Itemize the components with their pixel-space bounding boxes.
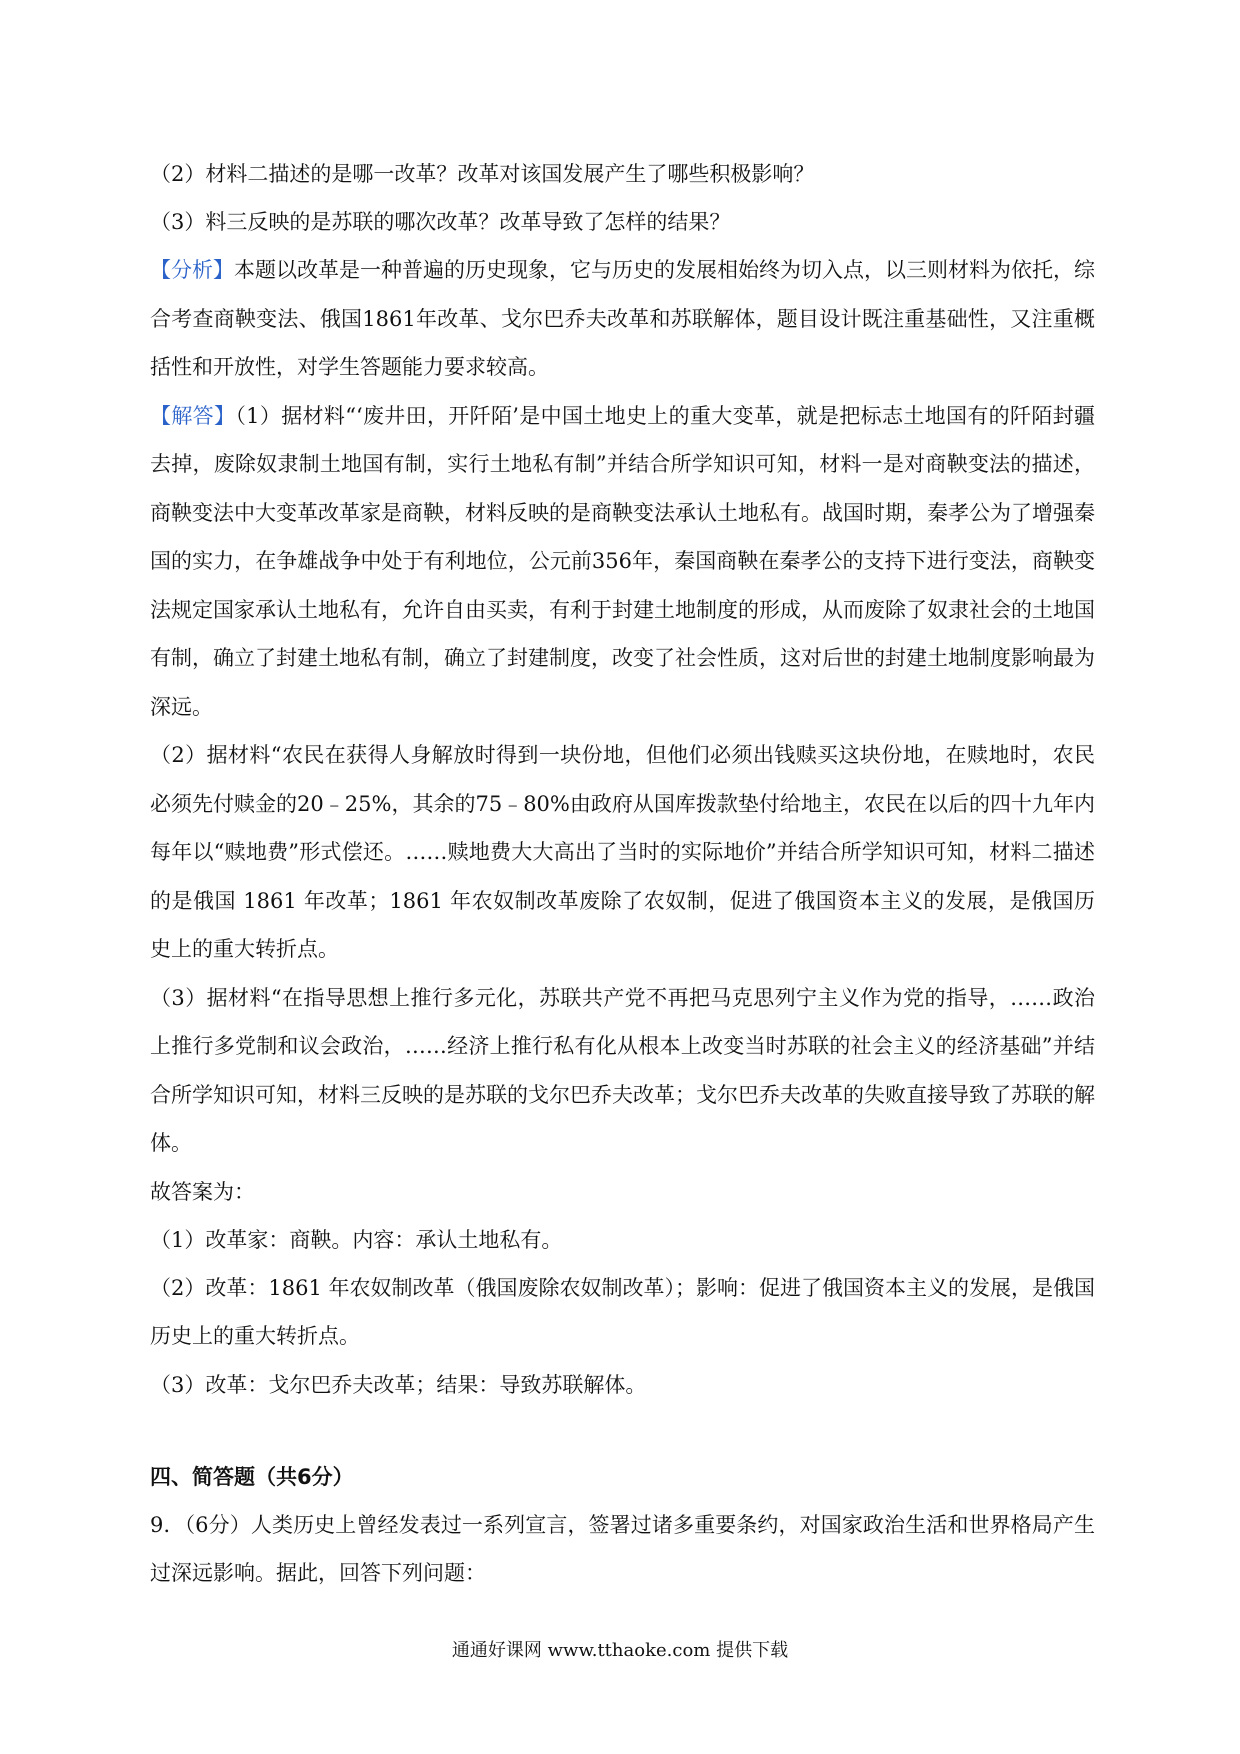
section-4-title: 四、简答题（共6分） bbox=[150, 1464, 354, 1489]
analysis-text: 本题以改革是一种普遍的历史现象，它与历史的发展相始终为切入点，以三则材料为依托，综合考查商鞅变法、俄国1861年改革、戈尔巴乔夫改革和苏联解体，题目设计既注重基础性，又注重概括性和开放性，对学生答题能力要求较高。 bbox=[150, 258, 1095, 379]
answer-3: （3）改革：戈尔巴乔夫改革；结果：导致苏联解体。 bbox=[150, 1372, 647, 1397]
question-3: （3）料三反映的是苏联的哪次改革？改革导致了怎样的结果？ bbox=[150, 210, 731, 234]
question-2: （2）材料二描述的是哪一改革？改革对该国发展产生了哪些积极影响？ bbox=[150, 162, 815, 186]
solution-paragraph-3: （3）据材料“在指导思想上推行多元化，苏联共产党不再把马克思列宁主义作为党的指导，……政治上推行多党制和议会政治，……经济上推行私有化从根本上改变当时苏联的社会主义的经济基础”并结合所学知识可知，材料三反映的是苏联的戈尔巴乔夫改革；戈尔巴乔夫改革的失败直接导致了苏联的解体。 bbox=[150, 985, 1095, 1155]
answer-2: （2）改革：1861 年农奴制改革（俄国废除农奴制改革）；影响：促进了俄国资本主义的发展，是俄国历史上的重大转折点。 bbox=[150, 1275, 1095, 1348]
solution-paragraph-1 bbox=[150, 392, 1095, 732]
answer-1: （1）改革家：商鞅。内容：承认土地私有。 bbox=[150, 1227, 563, 1252]
section-spacer bbox=[150, 1409, 1095, 1453]
solution-paragraph-2: （2）据材料“农民在获得人身解放时得到一块份地，但他们必须出钱赎买这块份地，在赎地时，农民必须先付赎金的20﹣25%，其余的75﹣80%由政府从国库拨款垫付给地主，农民在以后的四十九年内每年以“赎地费”形式偿还。……赎地费大大高出了当时的实际地价”并结合所学知识可知，材料二描述的是俄国 1861 年改革；1861 年农奴制改革废除了农奴制，促进了俄国资本主义的发展，是俄国历史上的重大转折点。 bbox=[150, 743, 1095, 961]
solution-tag: 【解答】 bbox=[150, 403, 236, 428]
solution-text-1: （1）据材料“‘废井田，开阡陌’是中国土地史上的重大变革，就是把标志土地国有的阡陌封疆去掉，废除奴隶制土地国有制，实行土地私有制”并结合所学知识可知，材料一是对商鞅变法的描述，商鞅变法中大变革改革家是商鞅，材料反映的是商鞅变法承认土地私有。战国时期，秦孝公为了增强秦国的实力，在争雄战争中处于有利地位，公元前356年，秦国商鞅在秦孝公的支持下进行变法，商鞅变法规定国家承认土地私有，允许自由买卖，有利于封建土地制度的形成，从而废除了奴隶社会的土地国有制，确立了封建土地私有制，确立了封建制度，改变了社会性质，这对后世的封建土地制度影响最为深远。 bbox=[150, 403, 1095, 719]
analysis-paragraph bbox=[150, 246, 1095, 392]
page-content bbox=[150, 150, 1095, 1598]
analysis-tag: 【分析】 bbox=[150, 258, 234, 282]
page-footer: 通通好课网 www.tthaoke.com 提供下载 bbox=[451, 1640, 789, 1661]
answer-intro: 故答案为： bbox=[150, 1179, 255, 1204]
question-9: 9．（6分）人类历史上曾经发表过一系列宣言，签署过诸多重要条约，对国家政治生活和世界格局产生过深远影响。据此，回答下列问题： bbox=[150, 1512, 1095, 1585]
